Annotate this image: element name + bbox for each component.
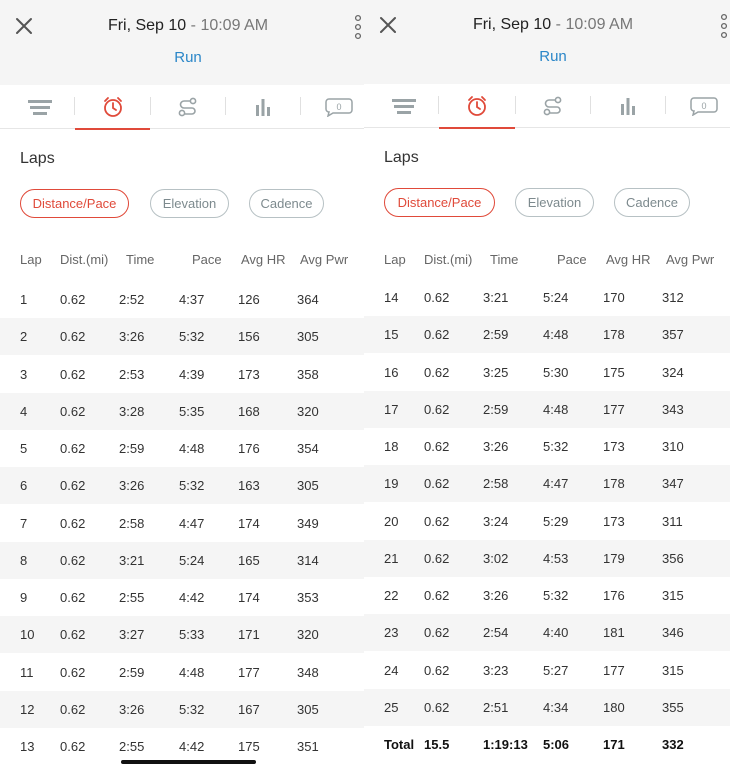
table-row: [0, 318, 364, 355]
cell-avg-hr: 175: [238, 739, 260, 754]
column-lap: Lap: [384, 251, 406, 267]
cell-distance: 0.62: [60, 701, 86, 717]
table-row: [364, 465, 730, 502]
cell-avg-pwr: 305: [297, 701, 319, 717]
cell-distance: 0.62: [424, 327, 450, 343]
cell-pace: 5:33: [179, 627, 205, 643]
cell-avg-pwr: 310: [662, 439, 684, 454]
cell-distance: 0.62: [424, 699, 450, 715]
cell-avg-hr: 180: [603, 699, 625, 715]
cell-distance: 0.62: [60, 515, 86, 531]
cell-avg-hr: 174: [238, 590, 260, 605]
active-tab-indicator: [439, 127, 515, 129]
table-row: [364, 279, 730, 316]
cell-lap: 11: [20, 664, 34, 680]
cell-avg-hr: 174: [238, 515, 260, 531]
tab-charts[interactable]: [591, 84, 665, 128]
cell-avg-hr: 126: [238, 292, 260, 307]
cell-time: 2:54: [483, 625, 509, 641]
cell-lap: 19: [384, 476, 399, 492]
cell-avg-pwr: 355: [662, 699, 684, 715]
cell-pace: 4:39: [179, 366, 205, 382]
cell-time: 2:59: [483, 327, 509, 343]
cell-time: 1:19:13: [483, 737, 528, 752]
table-row: [0, 542, 364, 579]
cell-time: 2:59: [483, 401, 509, 417]
cell-time: 3:25: [483, 364, 509, 380]
cell-time: 3:28: [119, 403, 145, 419]
cell-time: 3:26: [483, 588, 509, 603]
table-row: [364, 316, 730, 353]
table-row: [0, 579, 364, 616]
tab-route[interactable]: [516, 84, 590, 128]
cell-avg-pwr: 315: [662, 662, 684, 678]
cell-avg-pwr: 343: [662, 401, 684, 417]
cell-avg-pwr: 320: [297, 403, 319, 419]
cell-lap: 5: [20, 441, 28, 456]
cell-lap: 17: [384, 401, 399, 417]
table-row: [0, 616, 364, 653]
activity-type-link[interactable]: Run: [174, 49, 202, 66]
activity-date: Fri, Sep 10: [472, 16, 552, 33]
tab-overview[interactable]: [6, 85, 74, 129]
cell-time: 3:26: [483, 439, 509, 454]
cell-lap: 8: [20, 552, 28, 568]
activity-date: Fri, Sep 10: [107, 17, 187, 34]
cell-lap: 25: [384, 699, 399, 715]
cell-distance: 0.62: [424, 513, 450, 529]
cell-lap: 23: [384, 625, 399, 641]
cell-distance: 0.62: [424, 550, 450, 566]
cell-time: 3:27: [119, 627, 145, 643]
route-icon: [177, 97, 199, 117]
top-bar: [364, 0, 730, 85]
section-title: Laps: [384, 149, 419, 166]
cell-avg-hr: 173: [238, 366, 260, 382]
tab-route[interactable]: [151, 85, 225, 129]
cell-distance: 0.62: [60, 403, 86, 419]
more-options-icon[interactable]: [719, 13, 729, 39]
filter-cadence[interactable]: Cadence: [614, 188, 690, 217]
cell-time: 3:24: [483, 513, 509, 529]
cell-avg-pwr: 356: [662, 550, 684, 566]
cell-avg-hr: 177: [603, 662, 625, 678]
cell-distance: 0.62: [60, 478, 86, 494]
cell-pace: 5:32: [179, 329, 205, 345]
cell-avg-pwr: 351: [297, 739, 319, 754]
cell-distance: 0.62: [60, 552, 86, 568]
cell-time: 2:59: [119, 441, 145, 456]
cell-lap: 21: [384, 550, 399, 566]
cell-pace: 5:24: [543, 290, 569, 305]
bar-chart-icon: [619, 96, 637, 116]
route-icon: [542, 96, 564, 116]
cell-pace: 5:32: [543, 588, 569, 603]
more-options-icon[interactable]: [353, 14, 363, 40]
cell-lap: 22: [384, 588, 399, 603]
cell-avg-hr: 173: [603, 439, 625, 454]
tab-laps[interactable]: [75, 85, 150, 129]
cell-time: 2:55: [119, 739, 145, 754]
filter-distance-pace[interactable]: Distance/Pace: [384, 188, 495, 217]
tab-overview[interactable]: [370, 84, 438, 128]
table-row: [364, 614, 730, 651]
cell-time: 2:58: [483, 476, 509, 492]
cell-distance: 0.62: [60, 329, 86, 345]
title-separator: -: [555, 16, 561, 33]
cell-lap: 13: [20, 739, 35, 754]
cell-pace: 4:37: [179, 292, 205, 307]
cell-time: 2:51: [483, 699, 509, 715]
cell-avg-hr: 178: [603, 476, 625, 492]
cell-lap: 4: [20, 403, 28, 419]
cell-pace: 5:06: [543, 737, 570, 752]
filter-elevation[interactable]: Elevation: [150, 189, 229, 218]
table-row: [364, 503, 730, 540]
cell-pace: 4:34: [543, 699, 569, 715]
cell-time: 3:26: [119, 329, 145, 345]
column-avg-hr: Avg HR: [606, 251, 651, 267]
activity-time: 10:09 AM: [565, 16, 634, 33]
activity-date-time: [364, 16, 730, 34]
cell-pace: 4:53: [543, 550, 569, 566]
cell-pace: 4:47: [543, 476, 569, 492]
cell-pace: 4:47: [179, 515, 205, 531]
table-total-row: [364, 726, 730, 763]
cell-time: 3:23: [483, 662, 509, 678]
cell-time: 2:58: [119, 515, 145, 531]
table-row: [364, 652, 730, 689]
cell-time: 2:52: [119, 292, 145, 307]
cell-pace: 5:35: [179, 403, 205, 419]
cell-pace: 5:32: [179, 701, 205, 717]
cell-avg-pwr: 305: [297, 478, 319, 494]
comment-icon: [690, 96, 718, 116]
table-row: [364, 354, 730, 391]
cell-distance: 0.62: [60, 739, 86, 754]
column-avg-hr: Avg HR: [241, 251, 286, 267]
column-distance: Dist.(mi): [424, 251, 473, 267]
cell-distance: 0.62: [60, 590, 86, 605]
cell-avg-hr: 167: [238, 701, 260, 717]
table-row: [364, 689, 730, 726]
table-row: [0, 691, 364, 728]
laps-table-header: [0, 247, 364, 271]
summary-list-icon: [27, 98, 53, 116]
column-pace: Pace: [192, 251, 222, 267]
cell-lap: 14: [384, 290, 399, 305]
cell-time: 3:21: [483, 290, 509, 305]
table-row: [364, 428, 730, 465]
table-row: [0, 281, 364, 318]
cell-pace: 4:40: [543, 625, 569, 641]
active-tab-indicator: [75, 128, 150, 130]
comment-count: 0: [336, 102, 342, 112]
cell-pace: 5:32: [543, 439, 569, 454]
table-row: [0, 356, 364, 393]
column-avg-pwr: Avg Pwr: [300, 251, 349, 267]
cell-avg-pwr: 320: [297, 627, 319, 643]
cell-distance: 0.62: [424, 439, 450, 454]
cell-avg-pwr: 324: [662, 364, 684, 380]
cell-pace: 5:27: [543, 662, 569, 678]
activity-time: 10:09 AM: [200, 17, 269, 34]
cell-pace: 5:30: [543, 364, 569, 380]
cell-lap: 15: [384, 327, 399, 343]
cell-avg-hr: 181: [603, 625, 625, 641]
filter-elevation[interactable]: Elevation: [515, 188, 594, 217]
cell-time: 2:59: [119, 664, 145, 680]
cell-avg-hr: 171: [603, 737, 625, 752]
cell-time: 3:21: [119, 552, 145, 568]
cell-avg-hr: 156: [238, 329, 260, 345]
cell-distance: 0.62: [60, 441, 86, 456]
cell-avg-pwr: 364: [297, 292, 319, 307]
filter-distance-pace[interactable]: Distance/Pace: [20, 189, 129, 218]
cell-time: 3:26: [119, 701, 145, 717]
cell-avg-pwr: 353: [297, 590, 319, 605]
cell-avg-hr: 168: [238, 403, 260, 419]
cell-distance: 0.62: [60, 627, 86, 643]
cell-avg-hr: 171: [238, 627, 260, 643]
right-screen: [364, 0, 730, 764]
home-indicator: [121, 760, 256, 764]
title-separator: -: [190, 17, 196, 34]
table-row: [0, 393, 364, 430]
cell-lap: 16: [384, 364, 399, 380]
cell-pace: 4:48: [543, 327, 569, 343]
cell-distance: 0.62: [60, 292, 86, 307]
cell-lap: 24: [384, 662, 399, 678]
cell-avg-pwr: 347: [662, 476, 684, 492]
tab-bar: [0, 85, 364, 129]
column-distance: Dist.(mi): [60, 251, 109, 267]
filter-cadence[interactable]: Cadence: [249, 189, 324, 218]
cell-avg-pwr: 312: [662, 290, 684, 305]
cell-avg-hr: 178: [603, 327, 625, 343]
column-time: Time: [490, 251, 519, 267]
cell-pace: 4:48: [179, 664, 205, 680]
cell-avg-pwr: 357: [662, 327, 684, 343]
top-bar: [0, 0, 364, 85]
cell-time: 2:55: [119, 590, 145, 605]
cell-lap: 2: [20, 329, 28, 345]
stopwatch-icon: [466, 95, 488, 117]
cell-distance: 0.62: [424, 364, 450, 380]
tab-comments[interactable]: [666, 84, 730, 128]
cell-time: 2:53: [119, 366, 145, 382]
table-row: [0, 728, 364, 764]
comment-icon: [325, 97, 353, 117]
cell-avg-hr: 179: [603, 550, 625, 566]
cell-distance: 0.62: [60, 664, 86, 680]
table-row: [0, 505, 364, 542]
cell-lap: 6: [20, 478, 28, 494]
cell-avg-pwr: 315: [662, 588, 684, 603]
activity-type-link[interactable]: Run: [539, 48, 567, 65]
comment-count: 0: [701, 101, 707, 111]
column-lap: Lap: [20, 251, 42, 267]
cell-lap: 9: [20, 590, 28, 605]
cell-lap: Total: [384, 737, 415, 752]
cell-avg-hr: 177: [603, 401, 625, 417]
cell-lap: 7: [20, 515, 28, 531]
tab-bar: [364, 84, 730, 128]
cell-distance: 0.62: [424, 476, 450, 492]
cell-pace: 4:48: [179, 441, 205, 456]
left-screen: [0, 0, 364, 764]
cell-avg-pwr: 346: [662, 625, 684, 641]
laps-table-header: [364, 247, 730, 271]
cell-avg-pwr: 348: [297, 664, 319, 680]
cell-avg-hr: 176: [238, 441, 260, 456]
cell-distance: 0.62: [424, 625, 450, 641]
tab-charts[interactable]: [226, 85, 300, 129]
cell-distance: 15.5: [424, 737, 450, 752]
cell-avg-pwr: 314: [297, 552, 319, 568]
table-row: [0, 467, 364, 504]
cell-lap: 1: [20, 292, 28, 307]
cell-lap: 3: [20, 366, 28, 382]
table-row: [364, 540, 730, 577]
table-row: [0, 654, 364, 691]
cell-avg-hr: 175: [603, 364, 625, 380]
tab-comments[interactable]: [301, 85, 364, 129]
table-row: [364, 577, 730, 614]
cell-avg-pwr: 305: [297, 329, 319, 345]
section-title: Laps: [20, 150, 55, 167]
cell-avg-hr: 177: [238, 664, 260, 680]
cell-pace: 5:32: [179, 478, 205, 494]
cell-lap: 18: [384, 439, 399, 454]
cell-avg-hr: 165: [238, 552, 260, 568]
cell-avg-hr: 163: [238, 478, 260, 494]
cell-time: 3:26: [119, 478, 145, 494]
column-avg-pwr: Avg Pwr: [666, 251, 715, 267]
cell-distance: 0.62: [60, 366, 86, 382]
cell-avg-hr: 176: [603, 588, 625, 603]
cell-distance: 0.62: [424, 401, 450, 417]
cell-distance: 0.62: [424, 662, 450, 678]
cell-pace: 4:42: [179, 739, 205, 754]
tab-laps[interactable]: [439, 84, 515, 128]
stopwatch-icon: [102, 96, 124, 118]
cell-avg-hr: 173: [603, 513, 625, 529]
cell-pace: 5:24: [179, 552, 205, 568]
cell-lap: 20: [384, 513, 399, 529]
cell-lap: 12: [20, 701, 35, 717]
cell-lap: 10: [20, 627, 35, 643]
cell-avg-hr: 170: [603, 290, 625, 305]
bar-chart-icon: [254, 97, 272, 117]
summary-list-icon: [391, 97, 417, 115]
activity-date-time: [0, 17, 364, 35]
cell-pace: 4:48: [543, 401, 569, 417]
cell-pace: 4:42: [179, 590, 205, 605]
cell-avg-pwr: 311: [662, 513, 683, 529]
cell-avg-pwr: 332: [662, 737, 684, 752]
cell-avg-pwr: 358: [297, 366, 319, 382]
cell-avg-pwr: 354: [297, 441, 319, 456]
cell-avg-pwr: 349: [297, 515, 319, 531]
cell-distance: 0.62: [424, 588, 450, 603]
cell-distance: 0.62: [424, 290, 450, 305]
column-time: Time: [126, 251, 155, 267]
cell-time: 3:02: [483, 550, 509, 566]
table-row: [364, 391, 730, 428]
cell-pace: 5:29: [543, 513, 569, 529]
table-row: [0, 430, 364, 467]
column-pace: Pace: [557, 251, 587, 267]
